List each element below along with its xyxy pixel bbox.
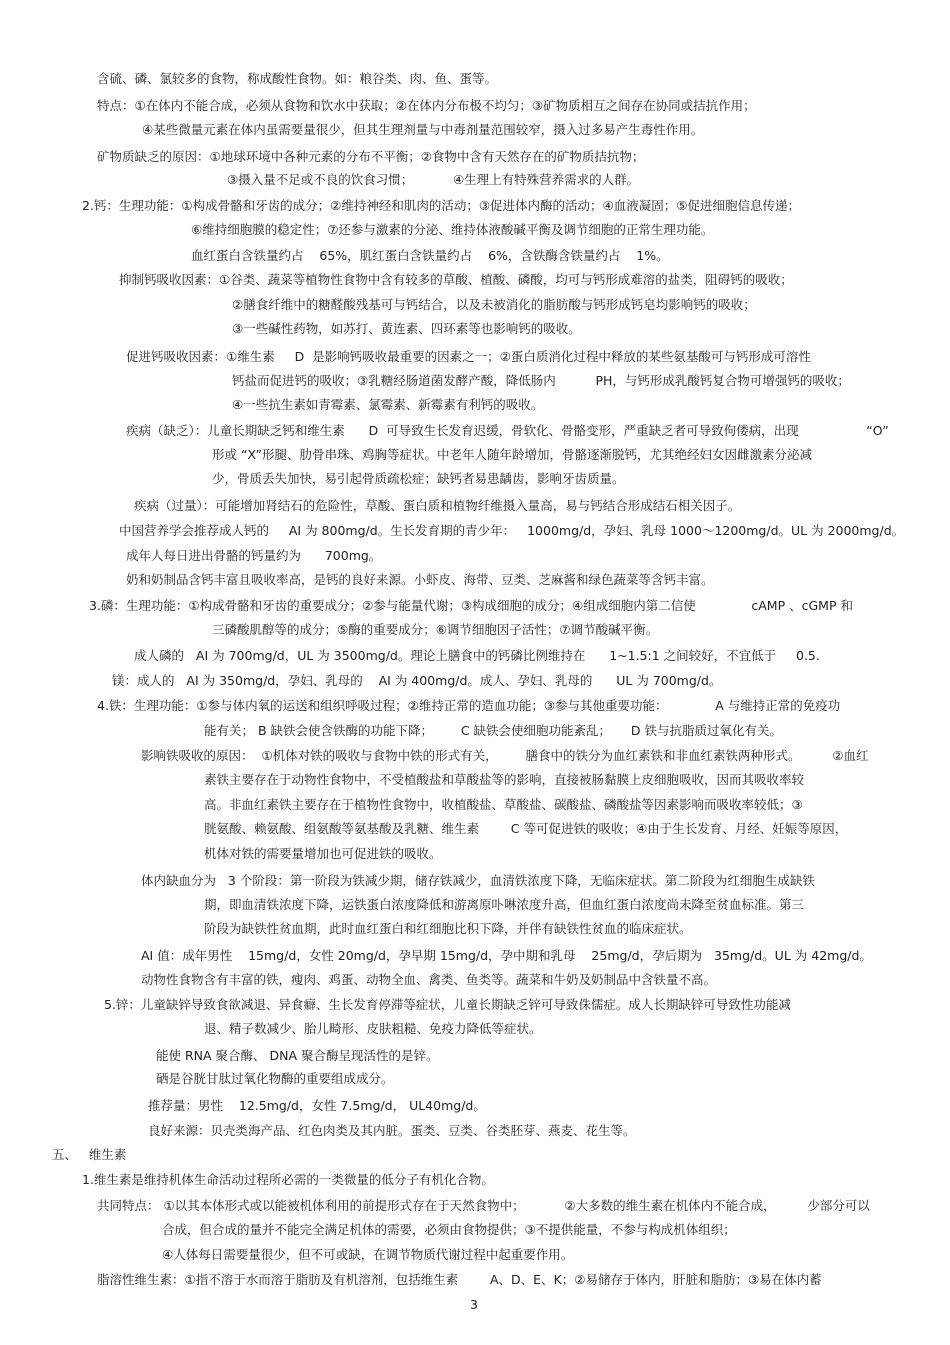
text-line: ⑥维持细胞膜的稳定性；⑦还参与激素的分泌、维持体液酸碱平衡及调节细胞的正常生理功能。 (191, 222, 714, 237)
text-line: ③一些碱性药物，如苏打、黄连素、四环素等也影响钙的吸收。 (232, 321, 581, 336)
text-line: 机体对铁的需要量增加也可促进铁的吸收。 (204, 846, 442, 861)
text-line: 成年人每日进出骨骼的钙量约为 700mg。 (126, 548, 382, 563)
text-line: 疾病（缺乏）：儿童长期缺乏钙和维生素 D 可导致生长发育迟缓，骨软化、骨骼变形，严重缺乏者可导致佝偻病，出现 “O” (126, 423, 889, 438)
text-line: ②膳食纤维中的糖醛酸残基可与钙结合，以及未被消化的脂肪酸与钙形成钙皂均影响钙的吸收； (232, 297, 756, 312)
text-line: 抑制钙吸收因素：①谷类、蔬菜等植物性食物中含有较多的草酸、植酸、磷酸，均可与钙形成难溶的盐类，阻碍钙的吸收； (119, 272, 793, 287)
text-line: 矿物质缺乏的原因：①地球环境中各种元素的分布不平衡；②食物中含有天然存在的矿物质拮抗物； (97, 149, 645, 164)
text-line: 硒是谷胱甘肽过氧化物酶的重要组成成分。 (156, 1071, 394, 1086)
text-line: 良好来源：贝壳类海产品、红色肉类及其内脏。蛋类、豆类、谷类胚芽、燕麦、花生等。 (148, 1123, 636, 1138)
text-line: 血红蛋白含铁量约占 65%，肌红蛋白含铁量约占 6%，含铁酶含铁量约占 1%。 (191, 248, 669, 263)
text-line: 阶段为缺铁性贫血期，此时血红蛋白和红细胞比积下降，并伴有缺铁性贫血的临床症状。 (204, 921, 692, 936)
text-line: 共同特点： ①以其本体形式或以能被机体利用的前提形式存在于天然食物中； ②大多数的维生素在机体内不能合成， 少部分可以 (97, 1198, 870, 1213)
text-line: 促进钙吸收因素：①维生素 D 是影响钙吸收最重要的因素之一；②蛋白质消化过程中释放的某些氨基酸可与钙形成可溶性 (126, 349, 811, 364)
text-line: 特点：①在体内不能合成，必须从食物和饮水中获取；②在体内分布极不均匀；③矿物质相互之间存在协同或拮抗作用； (97, 98, 756, 113)
text-line: 含硫、磷、氯较多的食物，称成酸性食物。如：粮谷类、肉、鱼、蛋等。 (97, 71, 498, 86)
text-line: 推荐量：男性 12.5mg/d，女性 7.5mg/d， UL40mg/d。 (148, 1098, 486, 1113)
text-line: 少，骨质丢失加快，易引起骨质疏松症；缺钙者易患龋齿，影响牙齿质量。 (212, 471, 625, 486)
text-line: 三磷酸肌醇等的成分；⑤酶的重要成分；⑥调节细胞因子活性；⑦调节酸碱平衡。 (212, 622, 659, 637)
text-line: ③摄入量不足或不良的饮食习惯； ④生理上有特殊营养需求的人群。 (227, 172, 640, 187)
section-heading: 五、 维生素 (52, 1147, 127, 1162)
text-line: 体内缺血分为 3 个阶段：第一阶段为铁减少期，储存铁减少，血清铁浓度下降，无临床症状。第二阶段为红细胞生成缺铁 (141, 873, 815, 888)
text-line: 成人磷的 AI 为 700mg/d，UL 为 3500mg/d。理论上膳食中的钙磷比例维持在 1~1.5:1 之间较好，不宜低于 0.5. (134, 648, 820, 663)
text-line: 脂溶性维生素：①指不溶于水而溶于脂肪及有机溶剂，包括维生素 A、D、E、K；②易储存于体内，肝脏和脂肪；③易在体内蓄 (97, 1272, 822, 1287)
text-line: 形或 “X”形腿、肋骨串珠、鸡胸等症状。中老年人随年龄增加，骨骼逐渐脱钙，尤其绝经妇女因雌激素分泌减 (212, 447, 812, 462)
text-line: 动物性食物含有丰富的铁，瘦肉、鸡蛋、动物全血、禽类、鱼类等。蔬菜和牛奶及奶制品中含铁量不高。 (141, 972, 717, 987)
text-line: ④人体每日需要量很少，但不可或缺，在调节物质代谢过程中起重要作用。 (162, 1247, 574, 1262)
text-line: 素铁主要存在于动物性食物中，不受植酸盐和草酸盐等的影响，直接被肠黏膜上皮细胞吸收，因而其吸收率较 (204, 772, 805, 787)
page-number: 3 (470, 1297, 478, 1312)
text-line: 2.钙：生理功能：①构成骨骼和牙齿的成分；②维持神经和肌肉的活动；③促进体内酶的活动；④血液凝固；⑤促进细胞信息传递； (82, 198, 800, 213)
text-line: ④某些微量元素在体内虽需要量很少，但其生理剂量与中毒剂量范围较窄，摄入过多易产生毒性作用。 (142, 122, 704, 137)
text-line: 胱氨酸、赖氨酸、组氨酸等氨基酸及乳糖、维生素 C 等可促进铁的吸收；④由于生长发育、月经、妊娠等原因， (204, 821, 848, 836)
text-line: 钙盐而促进钙的吸收；③乳糖经肠道菌发酵产酸，降低肠内 PH，与钙形成乳酸钙复合物可增强钙的吸收； (232, 373, 850, 388)
text-line: 中国营养学会推荐成人钙的 AI 为 800mg/d。生长发育期的青少年： 1000mg/d，孕妇、乳母 1000～1200mg/d。UL 为 2000mg/d。 (119, 523, 905, 538)
text-line: 高。非血红素铁主要存在于植物性食物中，收植酸盐、草酸盐、碳酸盐、磷酸盐等因素影响而吸收率较低；③ (204, 797, 803, 812)
text-line: 4.铁：生理功能：①参与体内氧的运送和组织呼吸过程；②维持正常的造血功能；③参与其他重要功能： A 与维持正常的免疫功 (97, 698, 841, 713)
text-line: 3.磷：生理功能：①构成骨骼和牙齿的重要成分；②参与能量代谢；③构成细胞的成分；④组成细胞内第二信使 cAMP 、cGMP 和 (89, 598, 853, 613)
text-line: 影响铁吸收的原因： ①机体对铁的吸收与食物中铁的形式有关， 膳食中的铁分为血红素铁和非血红素铁两种形式。 ②血红 (141, 748, 869, 763)
text-line: 镁：成人的 AI 为 350mg/d，孕妇、乳母的 AI 为 400mg/d。成人、孕妇、乳母的 UL 为 700mg/d。 (112, 673, 722, 688)
text-line: 退、精子数减少、胎儿畸形、皮肤粗糙、免疫力降低等症状。 (204, 1021, 542, 1036)
text-line: AI 值：成年男性 15mg/d，女性 20mg/d，孕早期 15mg/d，孕中期和乳母 25mg/d，孕后期为 35mg/d。UL 为 42mg/d。 (141, 948, 872, 963)
text-line: 能有关； B 缺铁会使含铁酶的功能下降； C 缺铁会使细胞功能紊乱； D 铁与抗脂质过氧化有关。 (204, 723, 783, 738)
text-line: 能使 RNA 聚合酶、 DNA 聚合酶呈现活性的是锌。 (156, 1048, 439, 1063)
text-line: 5.锌：儿童缺锌导致食欲减退、异食癖、生长发育停滞等症状，儿童长期缺乏锌可导致侏儒症。成人长期缺锌可导致性功能减 (104, 997, 791, 1012)
text-line: 奶和奶制品含钙丰富且吸收率高，是钙的良好来源。小虾皮、海带、豆类、芝麻酱和绿色蔬菜等含钙丰富。 (126, 572, 714, 587)
text-line: 期，即血清铁浓度下降，运铁蛋白浓度降低和游离原卟啉浓度升高，但血红蛋白浓度尚未降至贫血标准。第三 (204, 897, 805, 912)
text-line: 合成，但合成的量并不能完全满足机体的需要，必须由食物提供；③不提供能量，不参与构成机体组织； (162, 1222, 736, 1237)
text-line: 1.维生素是维持机体生命活动过程所必需的一类微量的低分子有机化合物。 (82, 1172, 494, 1187)
text-line: ④一些抗生素如青霉素、氯霉素、新霉素有利钙的吸收。 (232, 397, 544, 412)
text-line: 疾病（过量）：可能增加肾结石的危险性，草酸、蛋白质和植物纤维摄入量高，易与钙结合形成结石相关因子。 (134, 498, 741, 513)
